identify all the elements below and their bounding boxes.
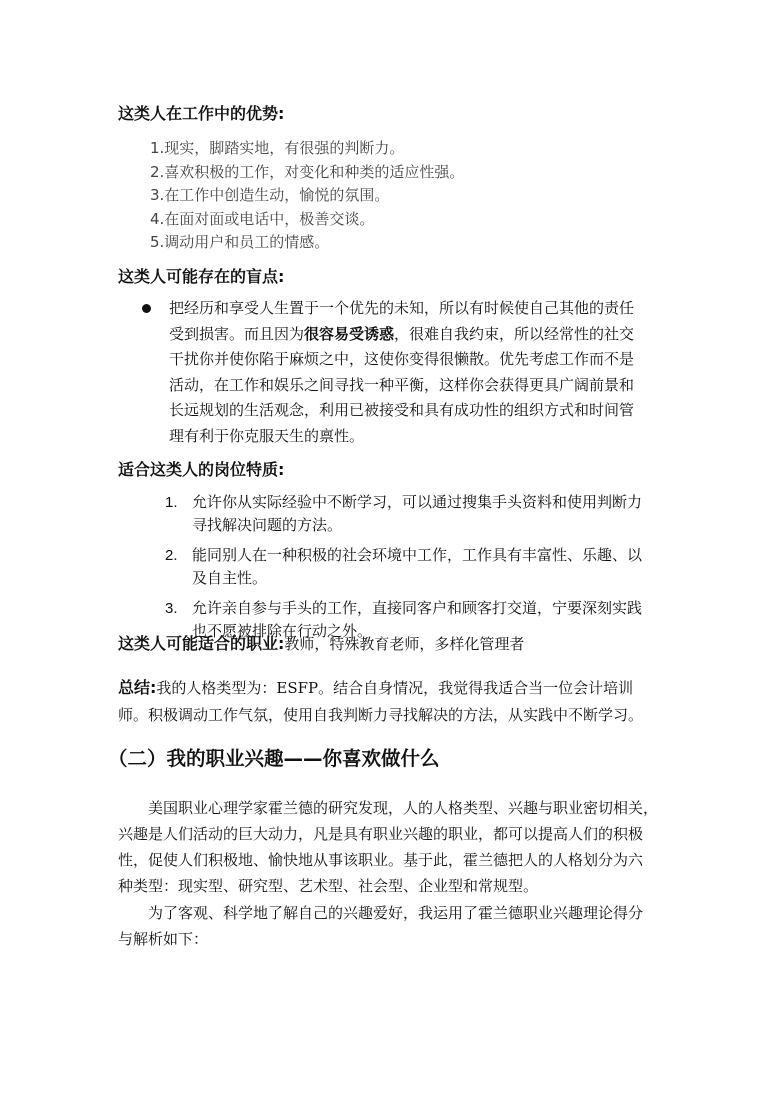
bullet-icon (142, 304, 151, 313)
list-item: 4.在面对面或电话中，极善交谈。 (150, 209, 375, 228)
careers-value: 教师，特殊教育老师，多样化管理者 (284, 635, 525, 653)
text-line: 活动，在工作和娱乐之间寻找一种平衡，这样你会获得更具广阔前景和 (169, 375, 635, 394)
list-item: 3.在工作中创造生动，愉悦的氛围。 (150, 186, 390, 204)
summary-paragraph: 总结:我的人格类型为：ESFP。结合自身情况，我觉得我适合当一位会计培训 师。积极调动工作气氛，使用自我判断力寻找解决的方法，从实践中不断学习。 (118, 678, 644, 724)
method-paragraph: 为了客观、科学地了解自己的兴趣爱好，我运用了霍兰德职业兴趣理论得分 与解析如下： (118, 904, 644, 948)
list-item: 1.现实，脚踏实地，有很强的判断力。 (150, 139, 405, 157)
text-line: 干扰你并使你陷于麻烦之中，这使你变得很懒散。优先考虑工作而不是 (169, 350, 635, 368)
list-item: 3. 允许亲自参与手头的工作，直接同客户和顾客打交道，宁要深刻实践 也不愿被排除在行动之外。 (165, 599, 643, 640)
careers-label: 这类人可能适合的职业: (118, 634, 285, 653)
blind-spots-paragraph (142, 296, 662, 449)
traits-heading: 适合这类人的岗位特质: (118, 460, 285, 479)
list-number: 2. (165, 547, 178, 564)
text-line: 受到损害。而且因为很容易受诱惑，很难自我约束，所以经常性的社交 (169, 324, 635, 343)
list-item: 2.喜欢积极的工作，对变化和种类的适应性强。 (150, 162, 465, 181)
text-line: 理有利于你克服天生的禀性。 (169, 426, 365, 445)
list-number: 1. (165, 494, 178, 511)
list-item: 2. 能同别人在一种积极的社会环境中工作，工作具有丰富性、乐趣、以 及自主性。 (165, 546, 643, 587)
advantages-heading: 这类人在工作中的优势: (118, 104, 285, 123)
summary-label: 总结: (118, 678, 157, 697)
advantages-list (150, 137, 610, 255)
text-line: 长远规划的生活观念，利用已被接受和具有成功性的组织方式和时间管 (169, 401, 635, 419)
list-number: 3. (165, 600, 178, 617)
emphasis-text: 很容易受诱惑 (304, 324, 395, 343)
list-item: 1. 允许你从实际经验中不断学习，可以通过搜集手头资料和使用判断力 寻找解决问题的方法。 (165, 493, 643, 534)
list-item: 5.调动用户和员工的情感。 (150, 233, 330, 251)
careers-line (118, 632, 524, 656)
section-heading: （二）我的职业兴趣——你喜欢做什么 (108, 747, 440, 770)
text-line: 把经历和享受人生置于一个优先的未知，所以有时候使自己其他的责任 (169, 299, 635, 317)
blind-spots-heading: 这类人可能存在的盲点: (118, 267, 285, 286)
intro-paragraph: 美国职业心理学家霍兰德的研究发现，人的人格类型、兴趣与职业密切相关， 兴趣是人们活动的巨大动力，凡是具有职业兴趣的职业，都可以提高人们的积极 性，促使人们积极地、愉快地从事该职业。基于此，霍兰德把人的人格划分为六 种类型：现实型、研究型、艺术型、社会型、企业型和常规型。 (118, 799, 659, 895)
traits-list (165, 491, 665, 650)
